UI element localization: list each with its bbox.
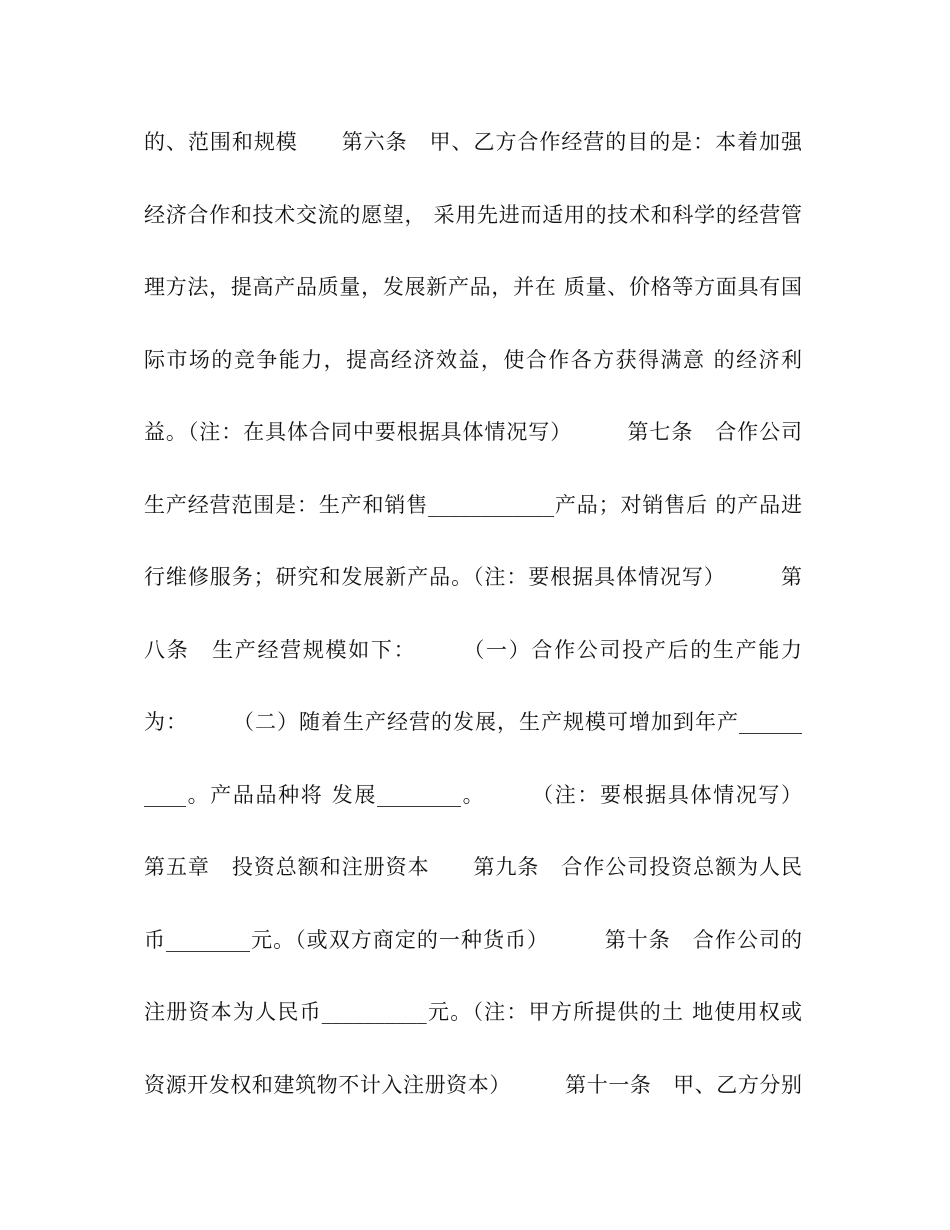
text-line-14: 资源开发权和建筑物不计入注册资本） 第十一条 甲、乙方分别 xyxy=(144,1072,802,1097)
text-line-4: 际市场的竞争能力，提高经济效益，使合作各方获得满意 的经济利 xyxy=(144,347,802,372)
text-line-11: 第五章 投资总额和注册资本 第九条 合作公司投资总额为人民 xyxy=(144,855,802,879)
text-line-1: 的、范围和规模 第六条 甲、乙方合作经营的目的是：本着加强 xyxy=(144,130,802,154)
text-line-9: 为： （二）随着生产经营的发展，生产规模可增加到年产______ xyxy=(144,710,802,734)
text-line-7: 行维修服务；研究和发展新产品。（注：要根据具体情况写） 第 xyxy=(144,565,802,589)
text-line-10: ____。产品品种将 发展________。 （注：要根据具体情况写） xyxy=(144,782,802,807)
text-line-5: 益。（注：在具体合同中要根据具体情况写） 第七条 合作公司 xyxy=(144,420,802,444)
text-line-6: 生产经营范围是：生产和销售____________产品；对销售后 的产品进 xyxy=(144,492,802,517)
document-body xyxy=(144,120,802,1135)
text-line-2: 经济合作和技术交流的愿望， 采用先进而适用的技术和科学的经营管 xyxy=(144,202,802,227)
text-line-13: 注册资本为人民币__________元。（注：甲方所提供的土 地使用权或 xyxy=(144,1000,802,1024)
text-line-8: 八条 生产经营规模如下： （一）合作公司投产后的生产能力 xyxy=(144,637,802,662)
text-line-12: 币________元。（或双方商定的一种货币） 第十条 合作公司的 xyxy=(144,927,802,952)
text-line-3: 理方法，提高产品质量，发展新产品，并在 质量、价格等方面具有国 xyxy=(144,275,802,299)
